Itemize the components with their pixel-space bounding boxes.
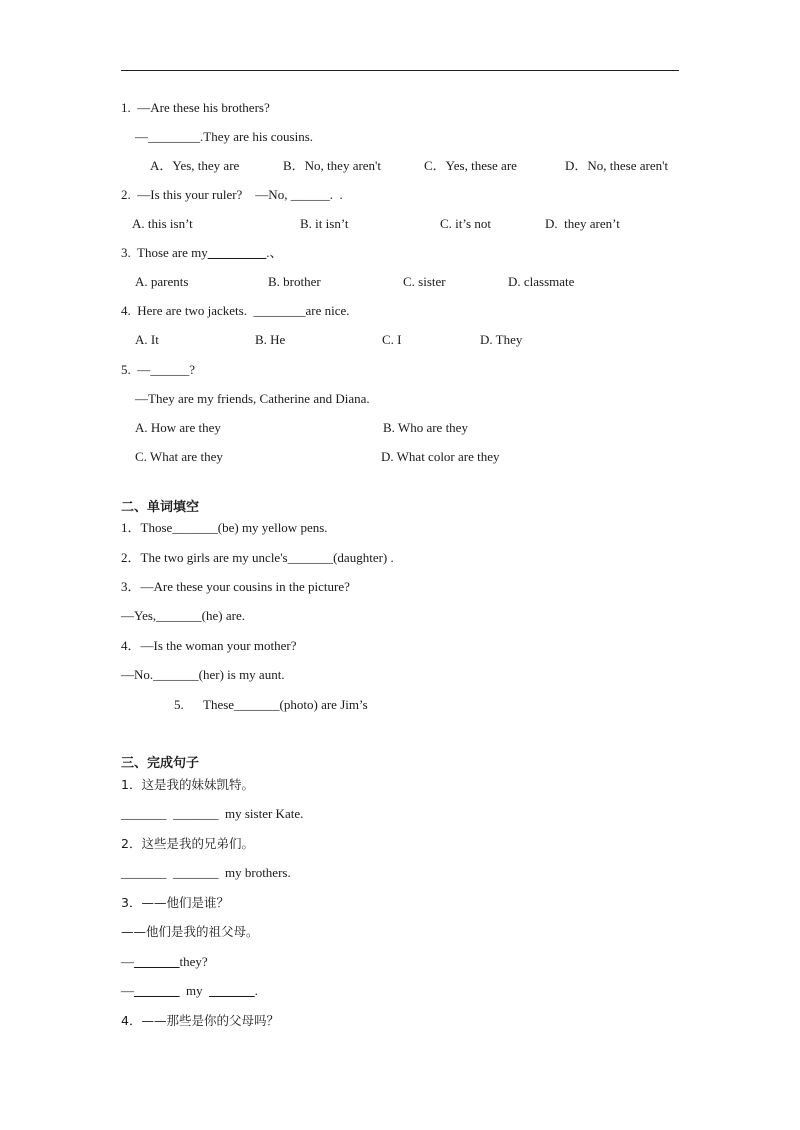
option-c: C. sister (403, 274, 446, 289)
answer-blank: _______ (209, 983, 255, 998)
sentence-2-chinese: 2．这些是我的兄弟们。 (121, 836, 254, 851)
sentence-3-english-answer (121, 983, 258, 999)
dash: — (121, 954, 134, 969)
option-b: B．No, they aren't (283, 158, 382, 173)
option-b: B. brother (268, 274, 321, 289)
sentence-2-english: _______ _______ my brothers. (121, 865, 291, 880)
option-c: C. I (382, 332, 402, 347)
fill-line-2: 2．The two girls are my uncle's_______(daughter) . (121, 550, 394, 565)
question-stem: 2. —Is this your ruler? —No, ______. . (121, 187, 343, 202)
question-stem (121, 245, 283, 261)
fill-line-4: —Yes,_______(he) are. (121, 608, 245, 623)
question-stem: 1. —Are these his brothers? (121, 100, 270, 115)
option-a: A. How are they (135, 420, 221, 435)
section-2-heading: 二、单词填空 (121, 500, 200, 515)
option-b: B. it isn’t (300, 216, 349, 231)
option-d: D. What color are they (381, 449, 500, 464)
answer-blank: _______ (134, 954, 180, 969)
fill-line-6: —No._______(her) is my aunt. (121, 667, 285, 682)
fill-line-1: 1．Those_______(be) my yellow pens. (121, 520, 328, 535)
option-a: A. this isn’t (132, 216, 193, 231)
stem-suffix: .、 (266, 245, 283, 260)
option-b: B. Who are they (383, 420, 468, 435)
option-c: C．Yes, these are (424, 158, 517, 173)
fill-line-3: 3．—Are these your cousins in the picture? (121, 579, 350, 594)
option-a: A. It (135, 332, 159, 347)
sentence-3-chinese-answer: ——他们是我的祖父母。 (121, 924, 259, 939)
question-line: —They are my friends, Catherine and Diana. (135, 391, 370, 406)
question-stem: 4. Here are two jackets. ________are nice. (121, 303, 350, 318)
text: . (254, 983, 258, 998)
option-d: D. They (480, 332, 523, 347)
header-rule (121, 70, 679, 71)
answer-blank: _______ (134, 983, 180, 998)
fill-line-7: 5. These_______(photo) are Jim’s (174, 697, 368, 712)
option-c: C. it’s not (440, 216, 491, 231)
fill-line-5: 4．—Is the woman your mother? (121, 638, 297, 653)
option-c: C. What are they (135, 449, 223, 464)
option-d: D. they aren’t (545, 216, 620, 231)
question-line: —________.They are his cousins. (135, 129, 314, 144)
option-a: A．Yes, they are (150, 158, 240, 173)
option-a: A. parents (135, 274, 189, 289)
dash: — (121, 983, 134, 998)
text: my (179, 983, 210, 998)
stem-prefix: 3. Those are my (121, 245, 208, 260)
question-stem: 5. —______? (121, 362, 196, 377)
sentence-1-chinese: 1．这是我的妹妹凯特。 (121, 777, 254, 792)
answer-blank: _________ (207, 245, 267, 260)
sentence-3-english-question (121, 954, 208, 970)
option-b: B. He (255, 332, 286, 347)
sentence-1-english: _______ _______ my sister Kate. (121, 806, 304, 821)
sentence-4-chinese: 4．——那些是你的父母吗？ (121, 1013, 279, 1028)
option-d: D．No, these aren't (565, 158, 669, 173)
sentence-3-chinese-question: 3．——他们是谁？ (121, 895, 229, 910)
text: they? (179, 954, 208, 969)
option-d: D. classmate (508, 274, 575, 289)
section-3-heading: 三、完成句子 (121, 756, 200, 771)
